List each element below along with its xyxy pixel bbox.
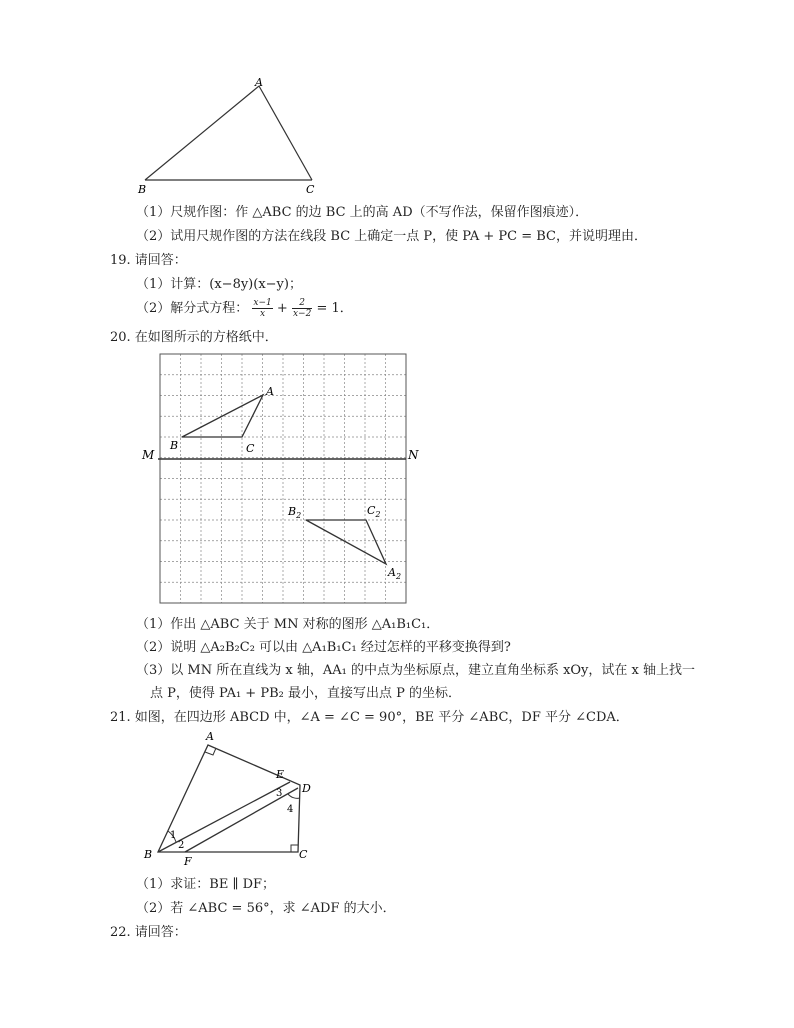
angle-label-2: 2 (178, 840, 185, 851)
q21-title: 21. 如图，在四边形 ABCD 中，∠A = ∠C = 90°，BE 平分 ∠ABC，DF 平分 ∠CDA． (110, 710, 629, 725)
triangle-abc (182, 395, 263, 437)
angle-label-4: 4 (287, 804, 294, 815)
fraction-1-numerator: x−1 (253, 298, 272, 308)
grid-lines (160, 354, 406, 603)
label-e: E (276, 768, 285, 781)
triangle-a2b2c2 (306, 520, 386, 564)
q18-part1: （1）尺规作图：作 △ABC 的边 BC 上的高 AD（不写作法，保留作图痕迹）． (136, 205, 589, 220)
label-f: F (184, 855, 192, 868)
q22-title: 22. 请回答： (110, 925, 187, 940)
q19-part1: （1）计算：(x−8y)(x−y)； (136, 277, 302, 292)
quadrilateral-figure (140, 728, 330, 868)
label-c: C (246, 442, 255, 455)
q19-title: 19. 请回答： (110, 253, 187, 268)
label-m: M (142, 448, 155, 462)
fraction-2-denominator: x−2 (292, 309, 312, 319)
fraction-1-denominator: x (260, 309, 266, 319)
angle-arc-d (288, 794, 300, 798)
q19-part2-suffix: = 1． (316, 301, 353, 316)
q18-part2: （2）试用尺规作图的方法在线段 BC 上确定一点 P，使 PA + PC = BC，并说明理由． (136, 229, 647, 244)
fraction-2-numerator: 2 (292, 298, 312, 309)
label-a2: $A_2$ (388, 566, 402, 581)
q20-title: 20. 在如图所示的方格纸中． (110, 330, 278, 345)
q21-part1: （1）求证：BE ∥ DF； (136, 877, 276, 892)
label-n: N (408, 448, 419, 462)
fraction-1 (252, 298, 272, 319)
label-b: B (170, 439, 179, 452)
label-b2: $B_2$ (288, 505, 302, 520)
grid-paper-figure (140, 348, 425, 610)
q20-part3-line1: （3）以 MN 所在直线为 x 轴，AA₁ 的中点为坐标原点，建立直角坐标系 xOy，试在 x 轴上找一 (136, 663, 696, 678)
q19-part2 (136, 298, 353, 320)
fraction-2 (292, 298, 312, 319)
q20-part1: （1）作出 △ABC 关于 MN 对称的图形 △A₁B₁C₁． (136, 617, 440, 632)
label-a: A (255, 76, 263, 89)
triangle-abc-figure (130, 74, 330, 200)
label-b: B (138, 183, 147, 196)
q21-part2: （2）若 ∠ABC = 56°，求 ∠ADF 的大小． (136, 901, 396, 916)
plus-sign: + (276, 301, 288, 316)
label-c2: $C_2$ (367, 504, 381, 519)
q20-part3-line2: 点 P，使得 PA₁ + PB₂ 最小，直接写出点 P 的坐标． (150, 686, 461, 701)
label-c: C (306, 183, 315, 196)
right-angle-c (291, 845, 298, 852)
q20-part2: （2）说明 △A₂B₂C₂ 可以由 △A₁B₁C₁ 经过怎样的平移变换得到? (136, 640, 511, 655)
angle-label-3: 3 (276, 788, 283, 799)
label-b: B (144, 848, 153, 861)
q19-part2-prefix: （2）解分式方程： (136, 301, 249, 316)
label-d: D (302, 782, 311, 795)
label-c: C (299, 848, 308, 861)
angle-label-1: 1 (170, 830, 177, 841)
label-a: A (206, 730, 214, 743)
label-a: A (266, 385, 274, 398)
